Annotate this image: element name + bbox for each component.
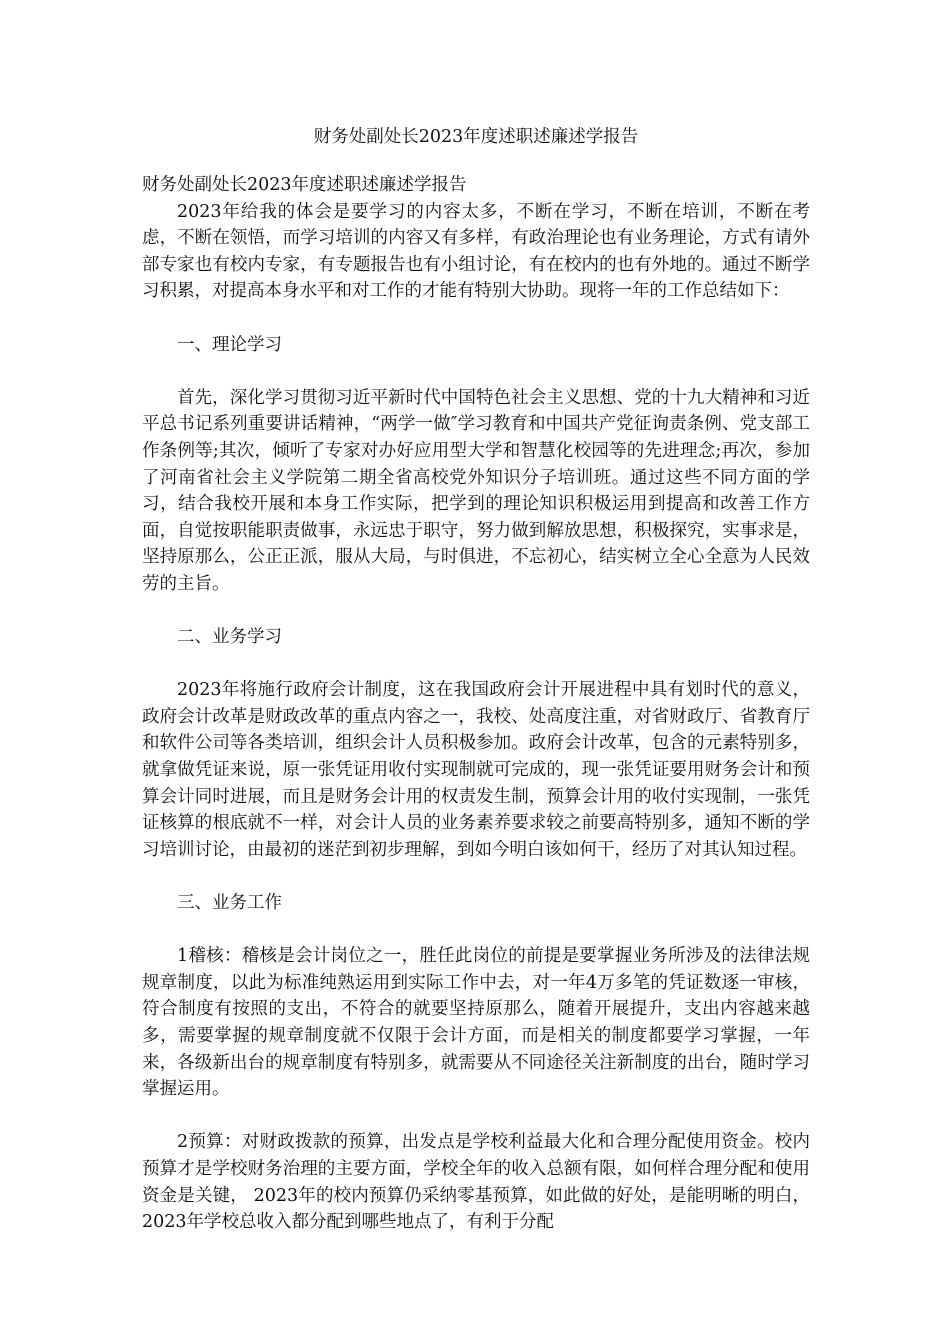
- budget-paragraph: 2预算：对财政拨款的预算，出发点是学校利益最大化和合理分配使用资金。校内预算才是学校财务治理的主要方面，学校全年的收入总额有限，如何样合理分配和使用资金是关键， 2023年的校内预算仍采纳零基预算，如此做的好处，是能明晰的明白，2023年学校总收入都分配到哪些地点了，有利于分配: [142, 1132, 810, 1233]
- section-heading-theory: 一、理论学习: [177, 334, 282, 355]
- business-study-paragraph: 2023年将施行政府会计制度，这在我国政府会计开展进程中具有划时代的意义，政府会计改革是财政改革的重点内容之一，我校、处高度注重，对省财政厅、省教育厅和软件公司等各类培训，组织会计人员积极参加。政府会计改革，包含的元素特别多，就拿做凭证来说，原一张凭证用收付实现制就可完成的，现一张凭证要用财务会计和预算会计同时进展，而且是财务会计用的权责发生制，预算会计用的收付实现制，一张凭证核算的根底就不一样，对会计人员的业务素养要求较之前要高特别多，通知不断的学习培训讨论，由最初的迷茫到初步理解，到如今明白该如何干，经历了对其认知过程。: [142, 680, 810, 860]
- audit-paragraph: 1稽核：稽核是会计岗位之一，胜任此岗位的前提是要掌握业务所涉及的法律法规规章制度，以此为标准纯熟运用到实际工作中去，对一年4万多笔的凭证数逐一审核，符合制度有按照的支出，不符合的就要坚持原那么，随着开展提升，支出内容越来越多，需要掌握的规章制度就不仅限于会计方面，而是相关的制度都要学习掌握，一年来，各级新出台的规章制度有特别多，就需要从不同途径关注新制度的出台，随时学习掌握运用。: [142, 946, 810, 1100]
- section-heading-business-study: 二、业务学习: [177, 627, 282, 648]
- document-title: 财务处副处长2023年度述职述廉述学报告: [313, 127, 639, 147]
- document-subtitle: 财务处副处长2023年度述职述廉述学报告: [142, 175, 467, 195]
- theory-paragraph: 首先，深化学习贯彻习近平新时代中国特色社会主义思想、党的十九大精神和习近平总书记系列重要讲话精神，“两学一做″学习教育和中国共产党征询责条例、党支部工作条例等;其次，倾听了专家对办好应用型大学和智慧化校园等的先进理念;再次，参加了河南省社会主义学院第二期全省高校党外知识分子培训班。通过这些不同方面的学习，结合我校开展和本身工作实际，把学到的理论知识积极运用到提高和改善工作方面，自觉按职能职责做事，永远忠于职守，努力做到解放思想，积极探究，实事求是，坚持原那么，公正正派，服从大局，与时俱进，不忘初心，结实树立全心全意为人民效劳的主旨。: [142, 387, 810, 594]
- document-body: [142, 172, 810, 1236]
- intro-paragraph: 2023年给我的体会是要学习的内容太多，不断在学习，不断在培训，不断在考虑，不断在领悟，而学习培训的内容又有多样，有政治理论也有业务理论，方式有请外部专家也有校内专家，有专题报告也有小组讨论，有在校内的也有外地的。通过不断学习积累，对提高本身水平和对工作的才能有特别大协助。现将一年的工作总结如下：: [142, 201, 810, 302]
- section-heading-business-work: 三、业务工作: [177, 893, 282, 914]
